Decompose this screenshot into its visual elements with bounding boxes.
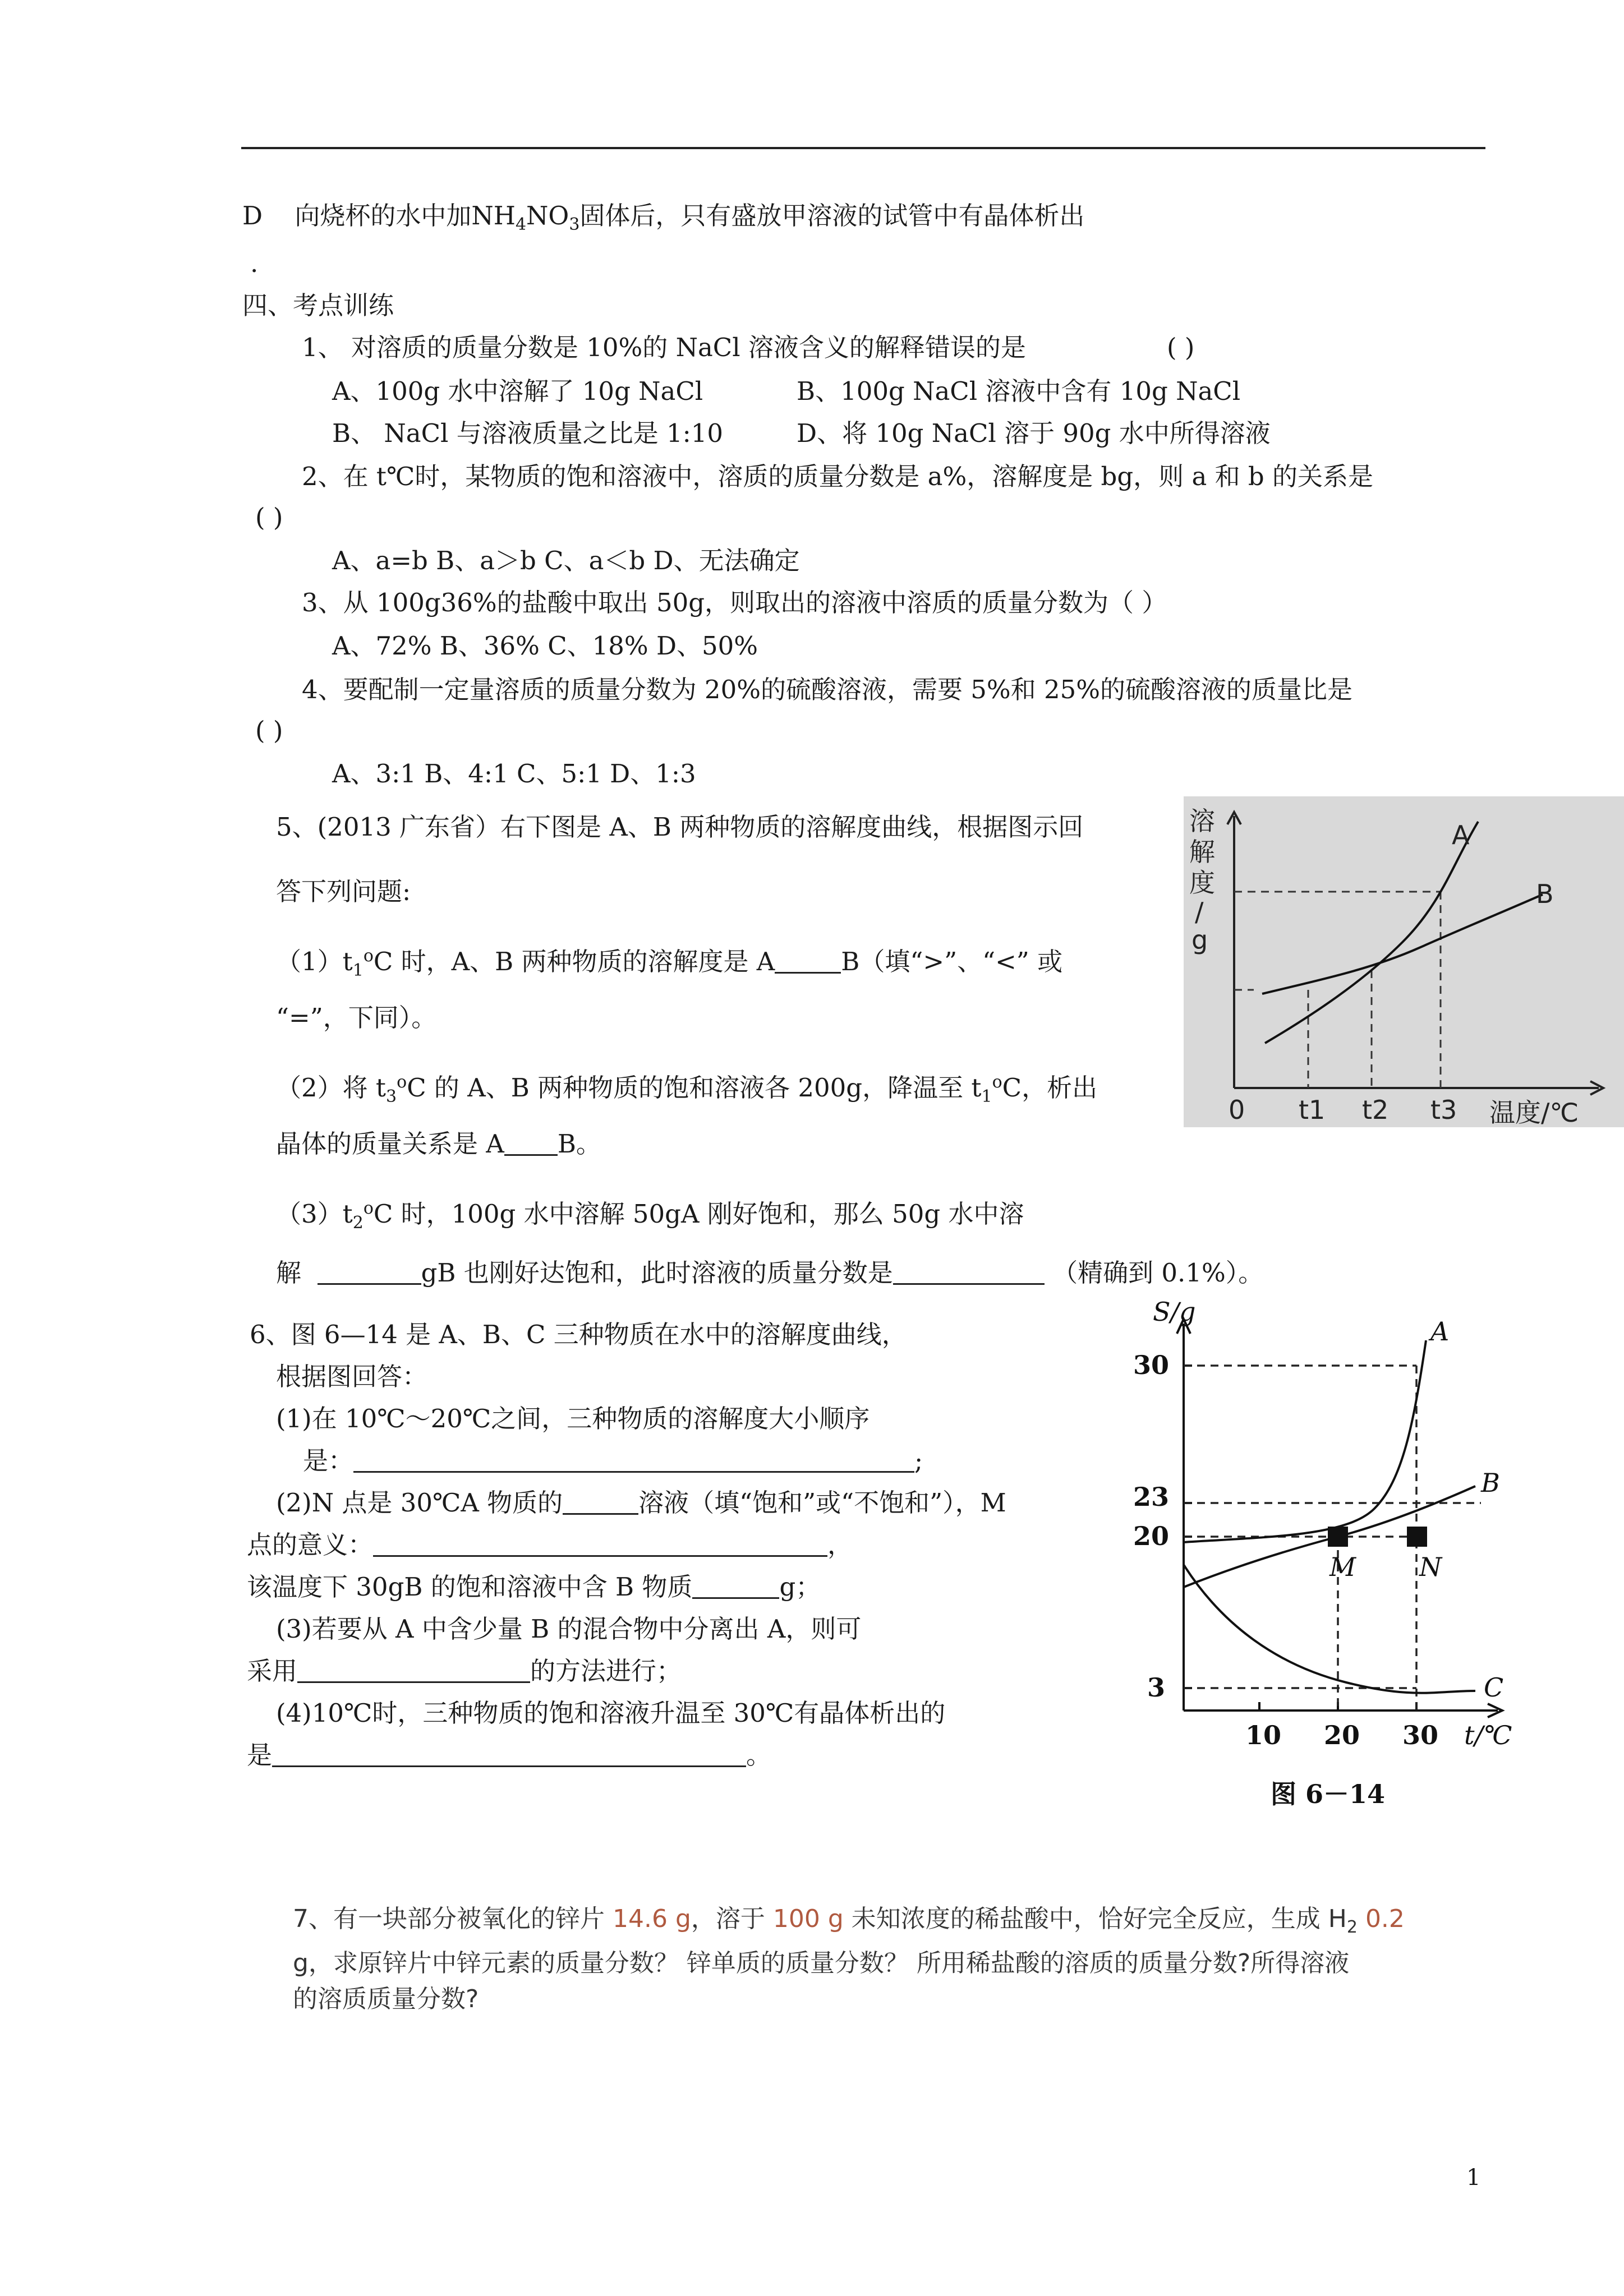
- point-n-label: N: [1419, 1552, 1442, 1582]
- origin-label: 0: [1229, 1095, 1245, 1125]
- answer-blank[interactable]: [893, 1260, 1045, 1285]
- question-5-part-3-cont: 解 gB 也刚好达饱和，此时溶液的质量分数是 （精确到 0.1%）。: [276, 1258, 1264, 1288]
- question-6-part-3: (3)若要从 A 中含少量 B 的混合物中分离出 A，则可: [276, 1614, 862, 1644]
- tick-20x: 20: [1324, 1720, 1360, 1750]
- question-6-part-1: (1)在 10℃～20℃之间，三种物质的溶解度大小顺序: [276, 1404, 870, 1433]
- answer-blank[interactable]: [692, 1574, 779, 1599]
- tick-t3: t3: [1430, 1095, 1457, 1125]
- point-m-label: M: [1329, 1552, 1356, 1582]
- question-7-line-1: 7、有一块部分被氧化的锌片 14.6 g，溶于 100 g 未知浓度的稀盐酸中，恰好完全反应，生成 $H_2$ 0.2: [293, 1905, 1405, 1937]
- answer-paren: ( ): [1167, 333, 1195, 362]
- ylabel-char: g: [1191, 925, 1208, 955]
- question-1-option-d: D、将 10g NaCl 溶于 90g 水中所得溶液: [797, 418, 1271, 448]
- nh4no3-formula: $NH_4NO_3$: [471, 201, 580, 234]
- question-6-intro-2: 根据图回答：: [276, 1362, 428, 1391]
- point-n-marker: [1407, 1527, 1427, 1547]
- answer-paren: ( ): [255, 716, 283, 745]
- tick-10: 10: [1245, 1720, 1282, 1750]
- question-3-options: A、72% B、36% C、18% D、50%: [332, 631, 758, 661]
- question-5-intro-2: 答下列问题:: [276, 877, 411, 906]
- question-2: 2、在 t℃时，某物质的饱和溶液中，溶质的质量分数是 a%，溶解度是 bg，则 a 和 b 的关系是: [302, 462, 1374, 491]
- curve-c-label: C: [1484, 1672, 1504, 1703]
- curve-b-label: B: [1481, 1468, 1500, 1498]
- answer-blank[interactable]: [775, 948, 841, 974]
- answer-blank[interactable]: [373, 1532, 827, 1557]
- question-6-part-2-b: 该温度下 30gB 的饱和溶液中含 B 物质 g；: [247, 1572, 821, 1602]
- chart-background: [1184, 796, 1624, 1127]
- question-1-option-b: B、100g NaCl 溶液中含有 10g NaCl: [797, 376, 1241, 406]
- y-axis-label: S/g: [1153, 1301, 1196, 1327]
- ylabel-char: /: [1195, 897, 1204, 927]
- question-5-part-2: （2）将 $t_3^oC$ 的 A、B 两种物质的饱和溶液各 200g，降温至 $t_1^oC$，析出: [276, 1072, 1098, 1106]
- ylabel-char: 溶: [1189, 806, 1215, 836]
- ylabel-char: 度: [1189, 868, 1215, 898]
- solubility-chart-1-svg: [1184, 796, 1624, 1127]
- x-axis-label: 温度/℃: [1489, 1098, 1579, 1127]
- question-7-line-3: 的溶质质量分数?: [293, 1985, 479, 2013]
- question-6-part-4-answer: 是 。: [247, 1740, 772, 1770]
- section-title: 四、考点训练: [242, 291, 394, 320]
- question-6-part-1-answer: 是： ;: [303, 1446, 923, 1476]
- ylabel-char: 解: [1189, 837, 1215, 867]
- question-1-option-a: A、100g 水中溶解了 10g NaCl: [332, 376, 703, 406]
- question-6-intro: 6、图 6—14 是 A、B、C 三种物质在水中的溶解度曲线，: [250, 1320, 907, 1349]
- answer-blank[interactable]: [297, 1658, 530, 1683]
- question-3: 3、从 100g36%的盐酸中取出 50g，则取出的溶液中溶质的质量分数为（ ）: [302, 588, 1167, 617]
- answer-paren: ( ): [255, 502, 283, 532]
- option-d-line: [242, 199, 1084, 242]
- question-2-options: A、a=b B、a＞b C、a＜b D、无法确定: [332, 546, 800, 575]
- x-axis-label: t/℃: [1464, 1720, 1512, 1750]
- question-5-intro: 5、(2013 广东省）右下图是 A、B 两种物质的溶解度曲线，根据图示回: [276, 812, 1084, 842]
- question-6-part-3-answer: 采用 的方法进行；: [247, 1656, 682, 1686]
- answer-blank[interactable]: [318, 1260, 421, 1285]
- question-7-line-2: g，求原锌片中锌元素的质量分数？ 锌单质的质量分数？ 所用稀盐酸的溶质的质量分数?所得溶液: [293, 1949, 1350, 1977]
- question-6-part-2: (2)N 点是 30℃A 物质的 溶液（填“饱和”或“不饱和”），M: [276, 1488, 1006, 1518]
- question-6-part-2-m: 点的意义： ，: [247, 1530, 853, 1560]
- tick-30: 30: [1133, 1350, 1170, 1380]
- curve-a-label: A: [1452, 820, 1470, 850]
- header-rule: [241, 147, 1485, 149]
- point-m-marker: [1328, 1527, 1348, 1547]
- question-1-option-c: B、 NaCl 与溶液质量之比是 1:10: [332, 418, 724, 448]
- stray-dot: .: [250, 248, 259, 278]
- question-4: 4、要配制一定量溶质的质量分数为 20%的硫酸溶液，需要 5%和 25%的硫酸溶液的质量比是: [302, 675, 1352, 704]
- answer-blank[interactable]: [272, 1742, 746, 1767]
- answer-blank[interactable]: [504, 1131, 558, 1156]
- page-number: 1: [1466, 2165, 1481, 2191]
- question-4-options: A、3:1 B、4:1 C、5:1 D、1:3: [332, 759, 696, 789]
- answer-blank[interactable]: [353, 1447, 914, 1473]
- solubility-chart-2-svg: [1111, 1301, 1559, 1817]
- question-5-part-3: $(3)t_2^oC$ 时，100g 水中溶解 50gA 刚好饱和，那么 50g 水中溶: [276, 1198, 1024, 1233]
- figure-caption: 图 6－14: [1271, 1779, 1386, 1809]
- question-1: 1、 对溶质的质量分数是 10%的 NaCl 溶液含义的解释错误的是: [302, 333, 1026, 362]
- answer-blank[interactable]: [563, 1490, 638, 1515]
- curve-a-label: A: [1430, 1316, 1450, 1347]
- question-5-part-1-cont: “=”，下同）。: [276, 1003, 437, 1032]
- question-5-part-2-cont: 晶体的质量关系是 A B。: [276, 1129, 601, 1159]
- solubility-chart-1: [1184, 796, 1624, 1127]
- curve-a: [1184, 1340, 1426, 1542]
- tick-t2: t2: [1362, 1095, 1389, 1125]
- tick-3: 3: [1147, 1672, 1166, 1703]
- option-d-text: 向烧杯的水中加: [295, 201, 472, 230]
- tick-20: 20: [1133, 1521, 1170, 1551]
- curve-b-label: B: [1536, 879, 1554, 909]
- option-d-prefix: D: [242, 201, 263, 230]
- solubility-chart-2: [1111, 1301, 1559, 1817]
- option-d-text-2: 固体后，只有盛放甲溶液的试管中有晶体析出: [579, 201, 1085, 230]
- question-6-part-4: (4)10℃时，三种物质的饱和溶液升温至 30℃有晶体析出的: [276, 1698, 946, 1728]
- question-7: [293, 1901, 1493, 2017]
- curve-c: [1184, 1565, 1475, 1693]
- tick-23: 23: [1133, 1482, 1170, 1512]
- question-5-part-1: $(1)t_1^oC$ 时，A、B 两种物质的溶解度是 A B（填“>”、“<” 或: [276, 946, 1063, 980]
- tick-30x: 30: [1402, 1720, 1439, 1750]
- tick-t1: t1: [1299, 1095, 1326, 1125]
